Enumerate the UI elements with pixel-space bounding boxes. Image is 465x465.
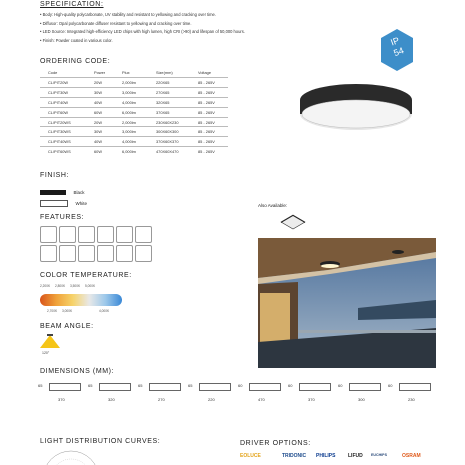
table-cell: 220X65 — [156, 78, 198, 88]
dimension-height: 60 — [288, 383, 293, 388]
dimension-width: 270 — [158, 397, 165, 402]
dimension-width: 470 — [258, 397, 265, 402]
table-cell: CL/PIT20WS — [40, 117, 94, 127]
osram-logo: OSRAM — [402, 453, 421, 459]
also-available-label: Also Available: — [258, 203, 288, 208]
dimension-height: 60 — [238, 383, 243, 388]
ordering-table — [40, 67, 228, 156]
spec-line: • LED Source: Integrated high-efficiency LED chips with high lumen, high CRI (>90) and lifespan of 50,000 hours. — [40, 29, 245, 35]
table-cell: 60W — [94, 107, 122, 117]
bulb-icon — [59, 226, 76, 243]
light-distribution-title: LIGHT DISTRIBUTION CURVES: — [40, 438, 161, 445]
finish-title: FINISH: — [40, 172, 70, 179]
table-cell: 4,000lm — [122, 137, 156, 147]
dimensions-title: DIMENSIONS (MM): — [40, 368, 115, 375]
color-temperature-scale — [40, 294, 122, 306]
driver-brand-logos — [240, 452, 430, 462]
table-cell: CL/PIT60WS — [40, 147, 94, 156]
table-cell: CL/PIT40W — [40, 97, 94, 107]
temp-label: 2,700K — [47, 309, 58, 313]
eoluce-logo: EOLUCE — [240, 453, 261, 459]
ordering-code-title: ORDERING CODE: — [40, 58, 111, 65]
driver-icon — [59, 245, 76, 262]
table-row — [40, 117, 228, 127]
dimension-profile — [99, 383, 131, 391]
color-temperature-title: COLOR TEMPERATURE: — [40, 272, 132, 279]
table-cell: CL/PIT30W — [40, 87, 94, 97]
product-image — [296, 78, 416, 136]
table-row — [40, 137, 228, 147]
table-cell: 20W — [94, 78, 122, 88]
dimension-width: 230 — [408, 397, 415, 402]
table-cell: CL/PIT20W — [40, 78, 94, 88]
table-cell: 85 - 265V — [198, 137, 228, 147]
table-cell: 300X60X300 — [156, 127, 198, 137]
table-row — [40, 107, 228, 117]
table-cell: 30W — [94, 87, 122, 97]
table-cell: 85 - 265V — [198, 87, 228, 97]
dimension-width: 300 — [358, 397, 365, 402]
table-cell: 85 - 265V — [198, 147, 228, 156]
beam-angle-icon — [40, 334, 60, 352]
temp-label: 4,000K — [99, 309, 110, 313]
table-cell: 3,000lm — [122, 127, 156, 137]
table-cell: 2,000lm — [122, 117, 156, 127]
table-cell: 30W — [94, 127, 122, 137]
table-row — [40, 147, 228, 156]
lifud-logo: LIFUD — [348, 453, 363, 459]
dimension-width: 320 — [108, 397, 115, 402]
table-cell: 85 - 265V — [198, 97, 228, 107]
table-cell: 370X65 — [156, 107, 198, 117]
dimension-height: 65 — [138, 383, 143, 388]
finish-swatch-white — [40, 195, 87, 213]
dimension-profile — [49, 383, 81, 391]
table-cell: 370X60X370 — [156, 137, 198, 147]
table-row — [40, 127, 228, 137]
table-cell: 85 - 265V — [198, 107, 228, 117]
waterproof-icon — [40, 226, 57, 243]
dimmable-icon — [135, 245, 152, 262]
table-cell: 230X60X230 — [156, 117, 198, 127]
table-cell: 6,000lm — [122, 147, 156, 156]
table-cell: 6,000lm — [122, 107, 156, 117]
table-row — [40, 87, 228, 97]
ordering-table-wrap — [40, 67, 228, 156]
spec-line: • Body: High-quality polycarbonate, UV stability and resistant to yellowing and cracking over time. — [40, 12, 216, 17]
dimension-profile — [149, 383, 181, 391]
table-cell: 320X65 — [156, 97, 198, 107]
finish-label-white: White — [75, 201, 87, 207]
column-header: Voltage — [198, 69, 211, 75]
dimension-profile — [349, 383, 381, 391]
installation-photo — [258, 238, 436, 368]
dimension-height: 65 — [188, 383, 193, 388]
table-cell: 40W — [94, 97, 122, 107]
dimension-profile — [299, 383, 331, 391]
table-cell: 85 - 265V — [198, 127, 228, 137]
table-cell: 470X60X470 — [156, 147, 198, 156]
dimension-width: 370 — [308, 397, 315, 402]
table-cell: 40W — [94, 137, 122, 147]
table-cell: 270X65 — [156, 87, 198, 97]
table-row — [40, 78, 228, 88]
emergency-icon — [116, 245, 133, 262]
temp-label: 3,000K — [62, 309, 73, 313]
driver-options-title: DRIVER OPTIONS: — [240, 440, 311, 447]
dimension-profile — [399, 383, 431, 391]
dimension-profile — [249, 383, 281, 391]
dimension-width: 220 — [208, 397, 215, 402]
square-variant-image — [280, 214, 306, 235]
dimension-height: 60 — [388, 383, 393, 388]
ip-value: 54 — [392, 45, 406, 59]
table-cell: 4,000lm — [122, 97, 156, 107]
table-cell: 85 - 265V — [198, 78, 228, 88]
philips-logo: PHILIPS — [316, 453, 336, 459]
table-cell: 60W — [94, 147, 122, 156]
lifespan-icon — [97, 245, 114, 262]
euchips-logo: EUCHIPS — [371, 453, 387, 457]
spec-line: • Diffusor: Opal polycarbonate diffuser resistant to yellowing and cracking over time. — [40, 20, 192, 26]
lumen-icon — [78, 226, 95, 243]
table-cell: 3,000lm — [122, 87, 156, 97]
features-title: FEATURES: — [40, 214, 85, 221]
table-cell: 85 - 265V — [198, 117, 228, 127]
column-header: Plux — [122, 69, 130, 75]
table-cell: 20W — [94, 117, 122, 127]
ip-label: IP — [389, 35, 401, 48]
dimension-width: 370 — [58, 397, 65, 402]
polar-diagram — [40, 449, 102, 465]
sensor-icon — [40, 245, 57, 262]
energy-class-icon — [135, 226, 152, 243]
table-cell: 2,000lm — [122, 78, 156, 88]
chip-icon — [116, 226, 133, 243]
table-cell: CL/PIT40WS — [40, 137, 94, 147]
specification-title: SPECIFICATION: — [40, 1, 104, 8]
specification-list — [40, 11, 340, 45]
warranty-icon — [78, 245, 95, 262]
dimension-height: 60 — [338, 383, 343, 388]
temp-label: 3,500K — [70, 284, 81, 288]
beam-angle-value: 120° — [42, 351, 50, 355]
finish-label-black: Black — [73, 190, 85, 196]
dimension-height: 65 — [88, 383, 93, 388]
column-header: Size(mm) — [156, 69, 173, 75]
spec-line: • Finish: Powder coated in various color. — [40, 37, 113, 43]
table-row — [40, 97, 228, 107]
white-swatch — [40, 200, 68, 207]
column-header: Code — [48, 69, 58, 75]
temp-label: 2,800K — [55, 284, 66, 288]
dimension-height: 65 — [38, 383, 43, 388]
temp-label: 2,200K — [40, 284, 51, 288]
dimensions-row — [38, 383, 438, 407]
table-cell: CL/PIT30WS — [40, 127, 94, 137]
temp-label: 5,000K — [85, 284, 96, 288]
column-header: Power — [94, 69, 106, 75]
ip-rating-badge — [380, 28, 414, 72]
dimension-profile — [199, 383, 231, 391]
cri-icon — [97, 226, 114, 243]
tridonic-logo: TRIDONIC — [282, 453, 307, 459]
beam-angle-title: BEAM ANGLE: — [40, 323, 94, 330]
table-cell: CL/PIT60W — [40, 107, 94, 117]
